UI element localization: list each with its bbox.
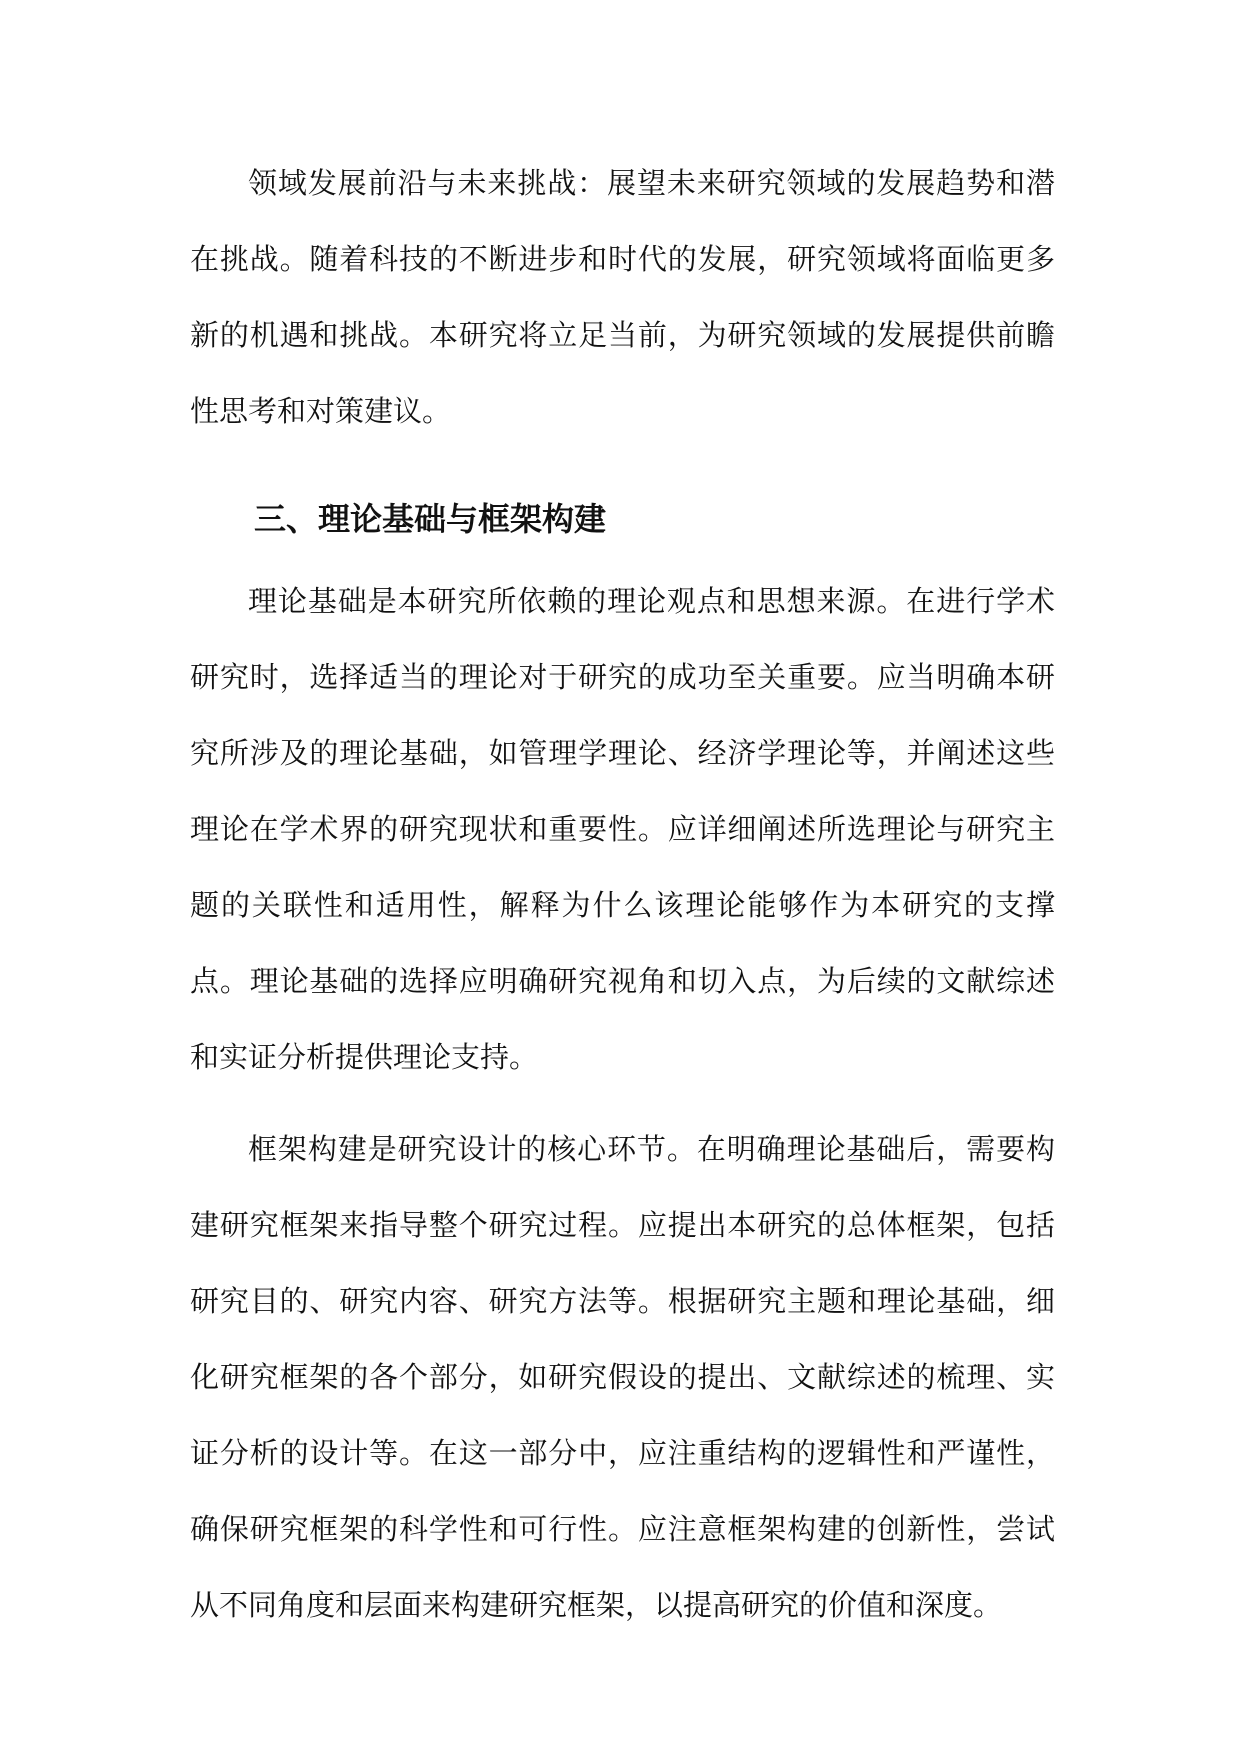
paragraph-framework-construction: 框架构建是研究设计的核心环节。在明确理论基础后，需要构建研究框架来指导整个研究过程。应提出本研究的总体框架，包括研究目的、研究内容、研究方法等。根据研究主题和理论基础，细化研究框架的各个部分，如研究假设的提出、文献综述的梳理、实证分析的设计等。在这一部分中，应注重结构的逻辑性和严谨性，确保研究框架的科学性和可行性。应注意框架构建的创新性，尝试从不同角度和层面来构建研究框架，以提高研究的价值和深度。 bbox=[190, 1132, 1055, 1622]
paragraph-theoretical-basis: 理论基础是本研究所依赖的理论观点和思想来源。在进行学术研究时，选择适当的理论对于研究的成功至关重要。应当明确本研究所涉及的理论基础，如管理学理论、经济学理论等，并阐述这些理论在学术界的研究现状和重要性。应详细阐述所选理论与研究主题的关联性和适用性，解释为什么该理论能够作为本研究的支撑点。理论基础的选择应明确研究视角和切入点，为后续的文献综述和实证分析提供理论支持。 bbox=[190, 584, 1055, 1074]
section-heading: 三、理论基础与框架构建 bbox=[254, 500, 607, 538]
paragraph-spacer bbox=[190, 1095, 1055, 1111]
paragraph-frontier-challenges: 领域发展前沿与未来挑战：展望未来研究领域的发展趋势和潜在挑战。随着科技的不断进步和时代的发展，研究领域将面临更多新的机遇和挑战。本研究将立足当前，为研究领域的发展提供前瞻性思考和对策建议。 bbox=[190, 166, 1055, 428]
document-page bbox=[190, 145, 1055, 1643]
